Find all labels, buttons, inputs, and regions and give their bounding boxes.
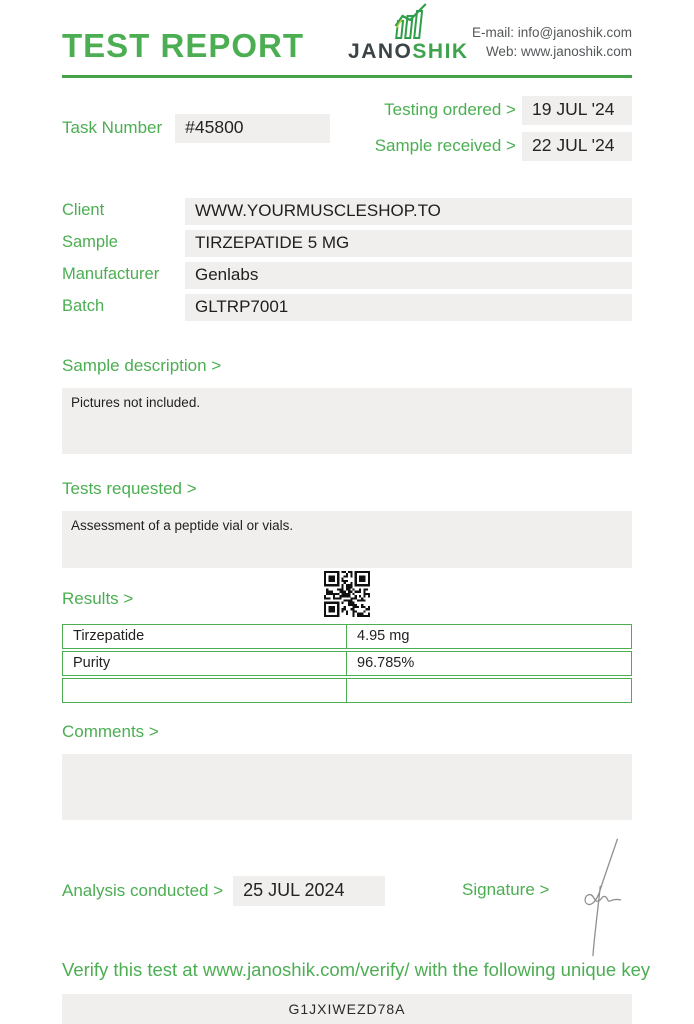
sample-received-row <box>375 132 632 161</box>
web-line: Web: www.janoshik.com <box>485 44 632 60</box>
comments-section <box>62 722 632 820</box>
comments-heading: Comments > <box>62 721 159 741</box>
sample-value: TIRZEPATIDE 5 MG <box>185 230 632 257</box>
sample-description-heading: Sample description > <box>62 355 222 375</box>
table-row <box>62 624 632 649</box>
signature-scribble <box>552 836 642 958</box>
batch-value: GLTRP7001 <box>185 294 632 321</box>
sample-label: Sample <box>62 232 118 251</box>
sample-received-label: Sample received > <box>374 136 516 156</box>
info-row-sample <box>62 230 632 257</box>
sample-info-section <box>62 198 632 321</box>
tests-requested-body: Assessment of a peptide vial or vials. <box>62 511 632 568</box>
tests-requested-section <box>62 479 632 568</box>
client-label: Client <box>62 200 105 219</box>
testing-ordered-row <box>375 96 632 125</box>
growth-chart-icon <box>382 2 434 40</box>
client-value: WWW.YOURMUSCLESHOP.TO <box>185 198 632 225</box>
analysis-section <box>62 876 632 906</box>
sample-description-section <box>62 356 632 454</box>
testing-ordered-value: 19 JUL '24 <box>522 96 632 125</box>
results-heading: Results > <box>62 588 134 608</box>
task-number-value: #45800 <box>175 114 330 143</box>
signature-label: Signature > <box>462 879 550 899</box>
logo-text-shik: SHIK <box>412 40 469 63</box>
email-line: E-mail: info@janoshik.com <box>471 24 632 40</box>
task-number-group <box>62 96 330 161</box>
manufacturer-label: Manufacturer <box>62 264 160 283</box>
table-row <box>62 651 632 676</box>
qr-code <box>324 571 370 617</box>
results-section <box>62 589 632 703</box>
sample-description-body: Pictures not included. <box>62 388 632 454</box>
sample-received-value: 22 JUL '24 <box>522 132 632 161</box>
result-name: Purity <box>63 652 347 675</box>
info-row-batch <box>62 294 632 321</box>
task-section <box>62 96 632 161</box>
results-table <box>62 624 632 703</box>
dates-group <box>375 96 632 161</box>
logo-wordmark <box>348 41 469 62</box>
janoshik-logo <box>348 2 469 62</box>
batch-label: Batch <box>62 296 105 315</box>
manufacturer-value: Genlabs <box>185 262 632 289</box>
analysis-conducted-label: Analysis conducted > <box>62 880 224 900</box>
info-row-manufacturer <box>62 262 632 289</box>
result-name: Tirzepatide <box>63 625 347 648</box>
result-value <box>347 688 631 692</box>
result-value: 4.95 mg <box>357 628 410 645</box>
verify-instruction: Verify this test at www.janoshik.com/verify/ with the following unique key <box>62 958 651 980</box>
comments-body <box>62 754 632 820</box>
task-number-label: Task Number <box>62 118 163 138</box>
info-row-client <box>62 198 632 225</box>
unique-key-value: G1JXIWEZD78A <box>62 994 632 1024</box>
report-header <box>62 0 632 62</box>
result-value: 96.785% <box>357 655 415 672</box>
contact-info <box>472 23 632 62</box>
tests-requested-heading: Tests requested > <box>62 478 197 498</box>
page-title: TEST REPORT <box>62 27 305 64</box>
testing-ordered-label: Testing ordered > <box>384 100 516 120</box>
table-row <box>62 678 632 703</box>
result-name <box>63 679 347 702</box>
header-divider <box>62 75 632 78</box>
analysis-date-value: 25 JUL 2024 <box>233 876 385 906</box>
logo-text-jano: JANO <box>348 40 413 63</box>
